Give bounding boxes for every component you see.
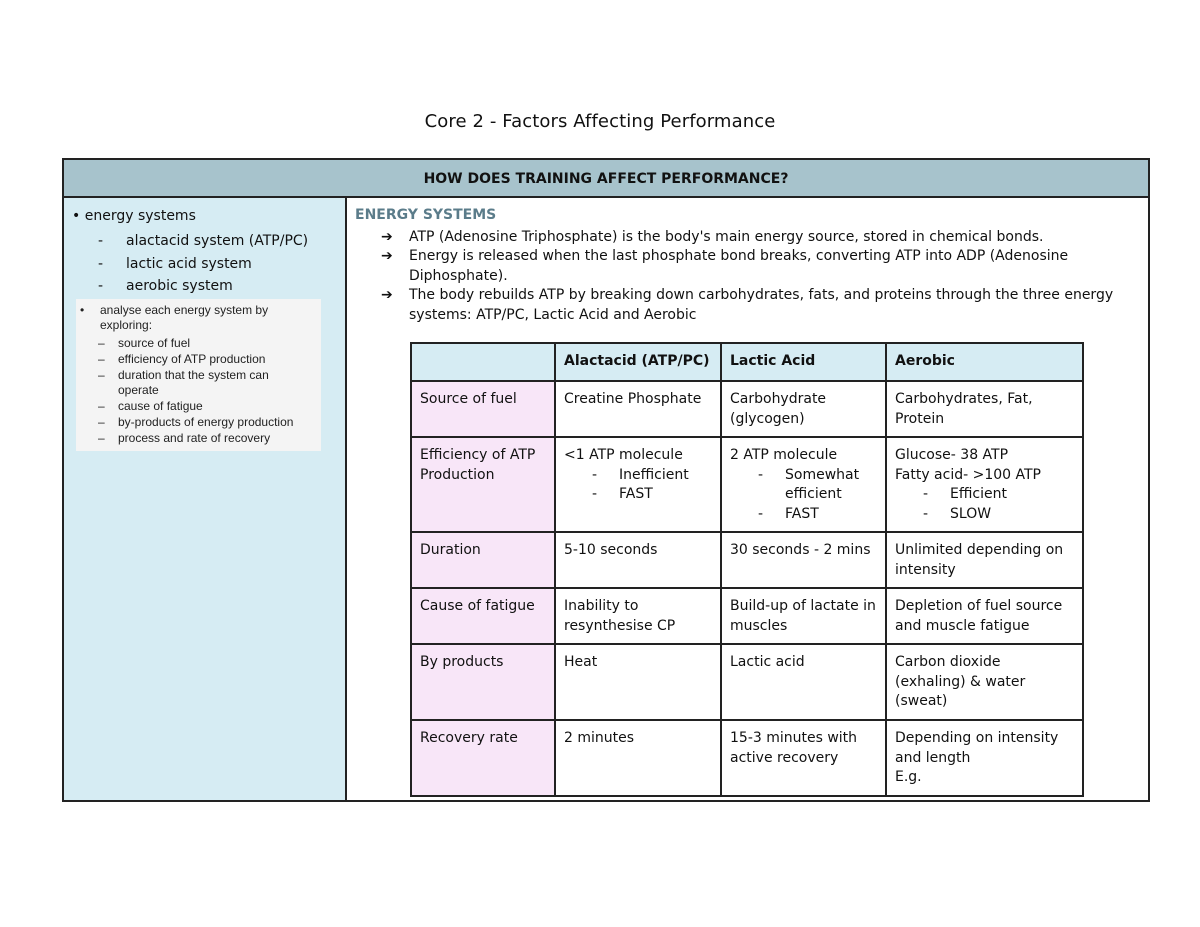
item-text: process and rate of recovery: [118, 430, 271, 445]
sub-list: [895, 485, 1074, 524]
list-item: – source of fuel: [98, 336, 191, 350]
table-cell: Creatine Phosphate: [555, 381, 721, 437]
cell-text: FAST: [619, 486, 653, 503]
table-row: [411, 381, 1083, 437]
table-cell: Depletion of fuel source and muscle fatigue: [886, 588, 1083, 644]
item-text: operate: [118, 383, 159, 398]
table-cell: 2 minutes: [555, 720, 721, 796]
section-header: HOW DOES TRAINING AFFECT PERFORMANCE?: [64, 160, 1148, 198]
table-row: [411, 588, 1083, 644]
topic-label: energy systems: [84, 208, 196, 224]
table-row: [411, 720, 1083, 796]
row-label: Cause of fatigue: [411, 588, 555, 644]
point-text: The body rebuilds ATP by breaking down carbohydrates, fats, and proteins through the three energy systems: ATP/PC, Lactic Acid and Aerobic: [409, 287, 1114, 323]
arrow-right-icon: ➔: [381, 229, 393, 245]
arrow-right-icon: ➔: [381, 287, 393, 304]
point-text: Energy is released when the last phosphate bond breaks, converting ATP into ADP (Adenosine Diphosphate).: [409, 248, 1069, 284]
row-label: Source of fuel: [411, 381, 555, 437]
table-row: [411, 437, 1083, 532]
section-heading: ENERGY SYSTEMS: [355, 207, 497, 223]
notes-column: [347, 198, 1148, 800]
item-text: source of fuel: [118, 336, 191, 350]
sub-list: [564, 466, 712, 505]
header-cell: Alactacid (ATP/PC): [555, 343, 721, 381]
list-item: - Efficient: [923, 486, 1007, 503]
arrow-right-icon: ➔: [381, 248, 393, 265]
list-item: – process and rate of recovery: [98, 430, 271, 445]
table-cell: Build-up of lactate in muscles: [721, 588, 886, 644]
subtopic-label: lactic acid system: [126, 255, 252, 272]
table-cell: Heat: [555, 644, 721, 720]
table-header-row: [411, 343, 1083, 381]
table-cell: Carbon dioxide (exhaling) & water (sweat): [886, 644, 1083, 720]
table-row: [411, 644, 1083, 720]
lead-text: analyse each energy system by: [100, 303, 269, 317]
point-text: ATP (Adenosine Triphosphate) is the body's main energy source, stored in chemical bonds.: [409, 229, 1044, 245]
cell-text: Efficient: [950, 486, 1007, 503]
cell-text: Depending on intensity and length: [895, 730, 1059, 766]
pasted-syllabus-image: [76, 299, 321, 451]
item-text: by-products of energy production: [118, 414, 294, 429]
table-row: [411, 532, 1083, 588]
list-item: – by-products of energy production: [98, 414, 294, 429]
list-item: – efficiency of ATP production: [98, 351, 266, 366]
list-item: - SLOW: [923, 505, 992, 522]
cell-text: SLOW: [950, 505, 992, 522]
cell-text: FAST: [785, 505, 819, 522]
table-cell: [886, 720, 1083, 796]
header-cell: Lactic Acid: [721, 343, 886, 381]
item-text: efficiency of ATP production: [118, 351, 266, 366]
list-item: - Inefficient: [592, 466, 689, 483]
syllabus-column: [64, 198, 347, 800]
subtopic-list: [98, 230, 308, 298]
item-text: duration that the system can: [118, 367, 269, 382]
pasted-list: [98, 336, 293, 447]
bullet-icon: •: [80, 303, 85, 317]
content-frame: [62, 158, 1150, 802]
key-points: [381, 228, 1121, 325]
list-item: - Somewhat efficient: [758, 466, 860, 503]
cell-text: <1 ATP molecule: [564, 447, 683, 463]
list-item: – cause of fatigue: [98, 399, 203, 414]
table-cell: Inability to resynthesise CP: [555, 588, 721, 644]
table-cell: Unlimited depending on intensity: [886, 532, 1083, 588]
list-item: - FAST: [592, 486, 653, 503]
cell-text: Inefficient: [619, 466, 689, 483]
cell-text: Glucose- 38 ATP: [895, 447, 1009, 463]
row-label: By products: [411, 644, 555, 720]
table-cell: [555, 437, 721, 532]
lead-text: exploring:: [100, 318, 153, 332]
list-item: - alactacid system (ATP/PC): [98, 233, 309, 249]
cell-text: Somewhat efficient: [785, 466, 860, 503]
table-cell: [721, 437, 886, 532]
row-label: Duration: [411, 532, 555, 588]
pasted-lead: [80, 303, 268, 333]
table-cell: [886, 437, 1083, 532]
list-item: [381, 286, 1121, 325]
list-item: [381, 228, 1121, 247]
cell-text: Fatty acid- >100 ATP: [895, 466, 1042, 483]
table-cell: Lactic acid: [721, 644, 886, 720]
table-cell: Carbohydrate (glycogen): [721, 381, 886, 437]
list-item: - FAST: [758, 505, 819, 522]
bullet-icon: •: [72, 208, 81, 224]
header-cell: [411, 343, 555, 381]
table-cell: 15-3 minutes with active recovery: [721, 720, 886, 796]
item-text: cause of fatigue: [118, 399, 203, 414]
list-item: – duration that the system can: [98, 367, 269, 382]
topic-line: [72, 208, 196, 224]
table-cell: 30 seconds - 2 mins: [721, 532, 886, 588]
cell-text: E.g.: [895, 769, 922, 786]
page-title: Core 2 - Factors Affecting Performance: [424, 111, 776, 132]
table-cell: 5-10 seconds: [555, 532, 721, 588]
list-item: [381, 247, 1121, 286]
subtopic-label: aerobic system: [126, 278, 233, 294]
cell-text: 2 ATP molecule: [730, 447, 838, 463]
list-item: - lactic acid system: [98, 255, 252, 272]
table-cell: Carbohydrates, Fat, Protein: [886, 381, 1083, 437]
subtopic-label: alactacid system (ATP/PC): [126, 233, 309, 249]
energy-systems-table: [410, 342, 1084, 797]
row-label: Recovery rate: [411, 720, 555, 796]
header-cell: Aerobic: [886, 343, 1083, 381]
row-label: Efficiency of ATP Production: [411, 437, 555, 532]
sub-list: [730, 466, 877, 525]
list-item: - aerobic system: [98, 278, 233, 294]
